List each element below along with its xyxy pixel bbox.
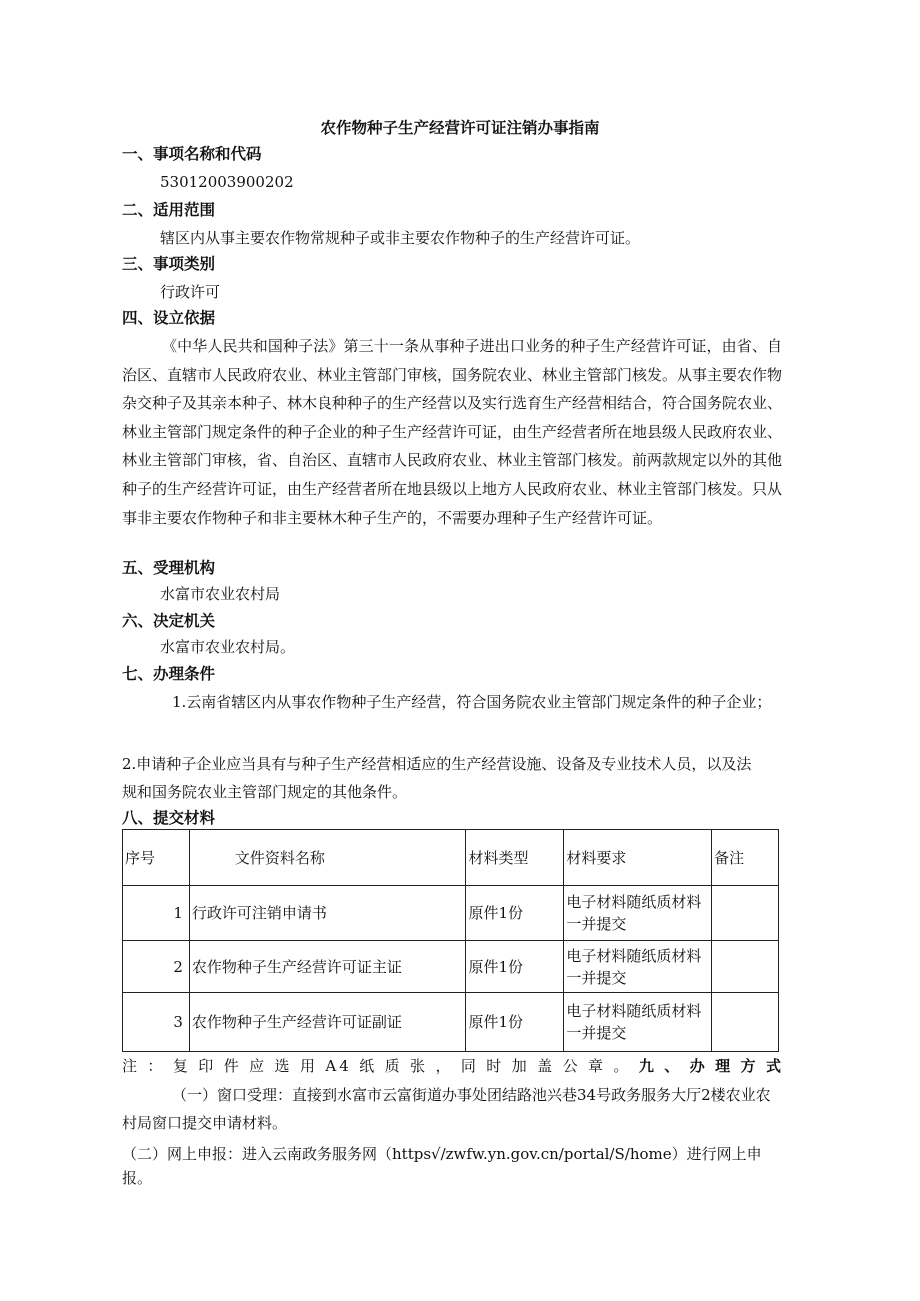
header-remark: 备注: [712, 830, 779, 886]
header-type: 材料类型: [466, 830, 564, 886]
row-remark: [712, 886, 779, 941]
deciding-agency-text: 水富市农业农村局。: [160, 638, 296, 656]
accepting-agency-text: 水富市农业农村局: [160, 585, 281, 603]
row-no: 1: [123, 886, 190, 941]
section-heading-method: 九、办理方式: [638, 1057, 784, 1075]
table-row: [123, 993, 779, 1052]
section-heading-conditions: 七、办理条件: [122, 665, 216, 683]
row-name: 农作物种子生产经营许可证副证: [189, 993, 466, 1052]
condition-2: 2.申请种子企业应当具有与种子生产经营相适应的生产经营设施、设备及专业技术人员，以及法规和国务院农业主管部门规定的其他条件。: [122, 755, 752, 801]
basis-paragraph: 《中华人民共和国种子法》第三十一条从事种子进出口业务的种子生产经营许可证，由省、自治区、直辖市人民政府农业、林业主管部门审核，国务院农业、林业主管部门核发。从事主要农作物杂交种子及其亲本种子、林木良种种子的生产经营以及实行选育生产经营相结合，符合国务院农业、林业主管部门规定条件的种子企业的种子生产经营许可证，由生产经营者所在地县级人民政府农业、林业主管部门审核，省、自治区、直辖市人民政府农业、林业主管部门核发。前两款规定以外的其他种子的生产经营许可证，由生产经营者所在地县级以上地方人民政府农业、林业主管部门核发。只从事非主要农作物种子和非主要林木种子生产的，不需要办理种子生产经营许可证。: [122, 337, 783, 527]
row-type: 原件1份: [466, 993, 564, 1052]
table-row: [123, 886, 779, 941]
row-remark: [712, 993, 779, 1052]
page-title: 农作物种子生产经营许可证注销办事指南: [320, 119, 600, 137]
section-heading-name-code: 一、事项名称和代码: [122, 145, 262, 163]
header-name: 文件资料名称: [189, 830, 466, 886]
row-requirement: 电子材料随纸质材料一并提交: [564, 941, 712, 993]
section-heading-category: 三、事项类别: [122, 255, 216, 273]
row-remark: [712, 941, 779, 993]
category-text: 行政许可: [160, 283, 221, 301]
section-heading-materials: 八、提交材料: [122, 809, 216, 827]
scope-text: 辖区内从事主要农作物常规种子或非主要农作物种子的生产经营许可证。: [160, 229, 641, 247]
note-line: [122, 1055, 784, 1077]
window-acceptance-text: （一）窗口受理：直接到水富市云富街道办事处团结路池兴巷34号政务服务大厅2楼农业农村局窗口提交申请材料。: [122, 1086, 771, 1132]
row-type: 原件1份: [466, 886, 564, 941]
item-code: 53012003900202: [160, 173, 294, 191]
online-application-text: （二）网上申报：进入云南政务服务网（https√/zwfw.yn.gov.cn/portal/S/home）进行网上申报。: [122, 1145, 762, 1187]
row-type: 原件1份: [466, 941, 564, 993]
section-heading-scope: 二、适用范围: [122, 201, 216, 219]
row-name: 行政许可注销申请书: [189, 886, 466, 941]
section-heading-deciding-agency: 六、决定机关: [122, 612, 216, 630]
row-requirement: 电子材料随纸质材料一并提交: [564, 993, 712, 1052]
section-heading-accepting-agency: 五、受理机构: [122, 559, 216, 577]
row-no: 2: [123, 941, 190, 993]
table-header-row: [123, 830, 779, 886]
header-requirement: 材料要求: [564, 830, 712, 886]
row-name: 农作物种子生产经营许可证主证: [189, 941, 466, 993]
condition-1: 1.云南省辖区内从事农作物种子生产经营，符合国务院农业主管部门规定条件的种子企业；: [172, 693, 772, 711]
row-no: 3: [123, 993, 190, 1052]
materials-table: [122, 829, 779, 1052]
row-requirement: 电子材料随纸质材料一并提交: [564, 886, 712, 941]
table-row: [123, 941, 779, 993]
header-no: 序号: [123, 830, 190, 886]
photocopy-note: 注：复印件应选用A4纸质张，同时加盖公章。: [122, 1057, 639, 1075]
section-heading-basis: 四、设立依据: [122, 309, 216, 327]
